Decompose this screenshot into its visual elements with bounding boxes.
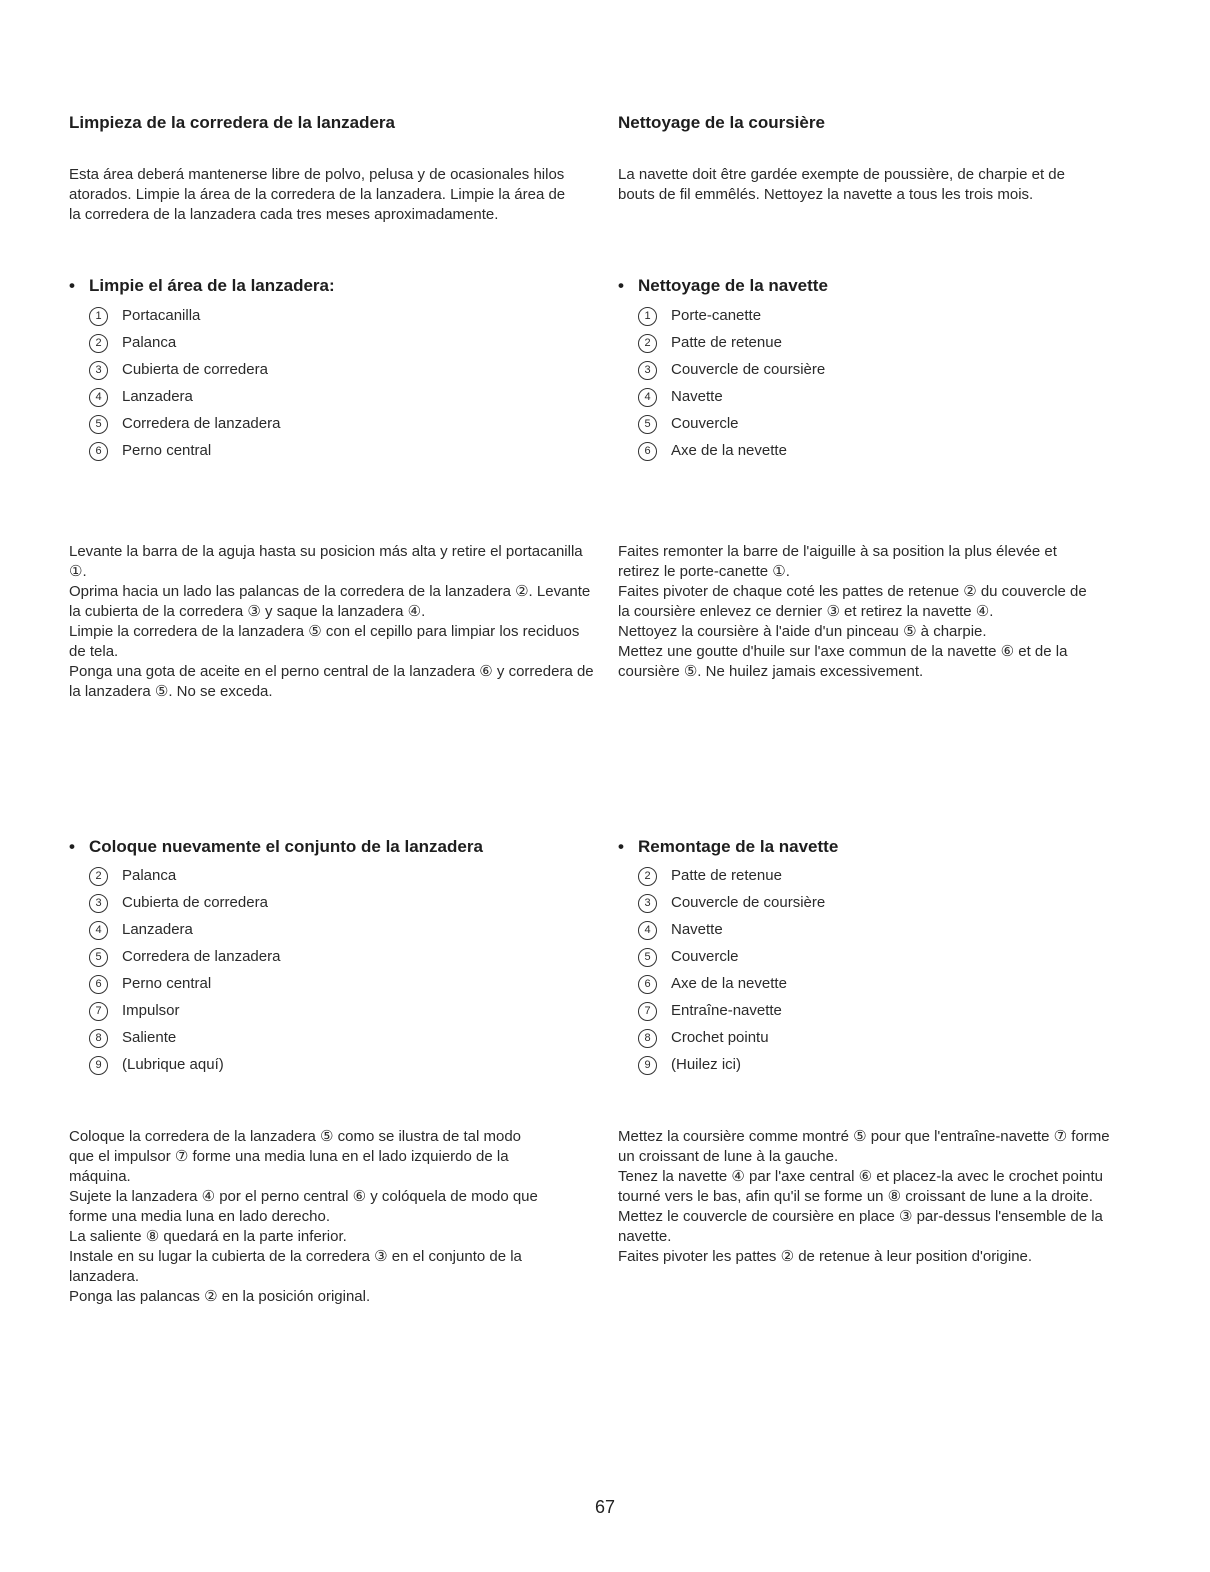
list-item: 5 Corredera de lanzadera <box>89 947 280 974</box>
list-item: 7 Entraîne-navette <box>638 1001 825 1028</box>
left-section1-title: • Limpie el área de la lanzadera: <box>69 276 335 295</box>
list-item: 3 Couvercle de coursière <box>638 360 825 387</box>
list-item: 6 Perno central <box>89 974 280 1001</box>
list-item: 2 Patte de retenue <box>638 333 825 360</box>
left-instructions2: Coloque la corredera de la lanzadera ⑤ como se ilustra de tal modo que el impulsor ⑦ forme una media luna en el lado izquierdo de la máquina. Sujete la lanzadera ④ por el perno central ⑥ y colóquela de modo que forme una media luna en lado derecho. La saliente ⑧ quedará en la parte inferior. Instale en su lugar la cubierta de la corredera ③ en el conjunto de la lanzadera. Ponga las palancas ② en la posición original. <box>69 1128 538 1305</box>
left-instructions1: Levante la barra de la aguja hasta su posicion más alta y retire el portacanilla ①. Oprima hacia un lado las palancas de la corredera de la lanzadera ②. Levante la cubierta de la corredera ③ y saque la lanzadera ④. Limpie la corredera de la lanzadera ⑤ con el cepillo para limpiar los reciduos de tela. Ponga una gota de aceite en el perno central de la lanzadera ⑥ y corredera de la lanzadera ⑤. No se exceda. <box>69 543 594 700</box>
right-instructions2: Mettez la coursière comme montré ⑤ pour que l'entraîne-navette ⑦ forme un croissant de lune à la gauche. Tenez la navette ④ par l'axe central ⑥ et placez-la avec le crochet pointu tourné vers le bas, afin qu'il se forme un ⑧ croissant de lune a la droite. Mettez le couvercle de coursière en place ③ par-dessus l'ensemble de la navette. Faites pivoter les pattes ② de retenue à leur position d'origine. <box>618 1128 1110 1265</box>
right-section2-title: • Remontage de la navette <box>618 837 839 856</box>
page-number: 67 <box>594 1497 616 1517</box>
left-intro: Esta área deberá mantenerse libre de polvo, pelusa y de ocasionales hilos atorados. Limpie la área de la corredera de la lanzadera. Limpie la área de la corredera de la lanzadera cada tres meses aproximadamente. <box>69 166 566 223</box>
list-item: 6 Perno central <box>89 441 280 468</box>
list-item: 2 Patte de retenue <box>638 866 825 893</box>
list-item: 1 Portacanilla <box>89 306 280 333</box>
list-item: 4 Lanzadera <box>89 920 280 947</box>
left-title: Limpieza de la corredera de la lanzadera <box>69 113 395 132</box>
right-intro: La navette doit être gardée exempte de poussière, de charpie et de bouts de fil emmêlés. Nettoyez la navette a tous les trois mois. <box>618 166 1065 203</box>
list-item: 3 Cubierta de corredera <box>89 360 280 387</box>
bullet: • <box>618 837 624 856</box>
list-item: 6 Axe de la nevette <box>638 974 825 1001</box>
left-section1-list <box>89 306 280 468</box>
left-section2-title: • Coloque nuevamente el conjunto de la lanzadera <box>69 837 483 856</box>
list-item: 4 Navette <box>638 920 825 947</box>
list-item: 9 (Huilez ici) <box>638 1055 825 1082</box>
list-item: 3 Couvercle de coursière <box>638 893 825 920</box>
right-instructions1: Faites remonter la barre de l'aiguille à sa position la plus élevée et retirez le porte-canette ①. Faites pivoter de chaque coté les pattes de retenue ② du couvercle de la coursière enlevez ce dernier ③ et retirez la navette ④. Nettoyez la coursière à l'aide d'un pinceau ⑤ à charpie. Mettez une goutte d'huile sur l'axe commun de la navette ⑥ et de la coursière ⑤. Ne huilez jamais excessivement. <box>618 543 1087 680</box>
right-section2-list <box>638 866 825 1082</box>
list-item: 8 Crochet pointu <box>638 1028 825 1055</box>
bullet: • <box>69 837 75 856</box>
list-item: 4 Lanzadera <box>89 387 280 414</box>
bullet: • <box>69 276 75 295</box>
right-title: Nettoyage de la coursière <box>618 113 825 132</box>
bullet: • <box>618 276 624 295</box>
list-item: 5 Couvercle <box>638 947 825 974</box>
right-section1-list <box>638 306 825 468</box>
list-item: 1 Porte-canette <box>638 306 825 333</box>
left-section2-list <box>89 866 280 1082</box>
list-item: 9 (Lubrique aquí) <box>89 1055 280 1082</box>
list-item: 3 Cubierta de corredera <box>89 893 280 920</box>
list-item: 6 Axe de la nevette <box>638 441 825 468</box>
list-item: 8 Saliente <box>89 1028 280 1055</box>
list-item: 2 Palanca <box>89 333 280 360</box>
list-item: 2 Palanca <box>89 866 280 893</box>
list-item: 7 Impulsor <box>89 1001 280 1028</box>
list-item: 5 Couvercle <box>638 414 825 441</box>
right-section1-title: • Nettoyage de la navette <box>618 276 828 295</box>
list-item: 5 Corredera de lanzadera <box>89 414 280 441</box>
list-item: 4 Navette <box>638 387 825 414</box>
